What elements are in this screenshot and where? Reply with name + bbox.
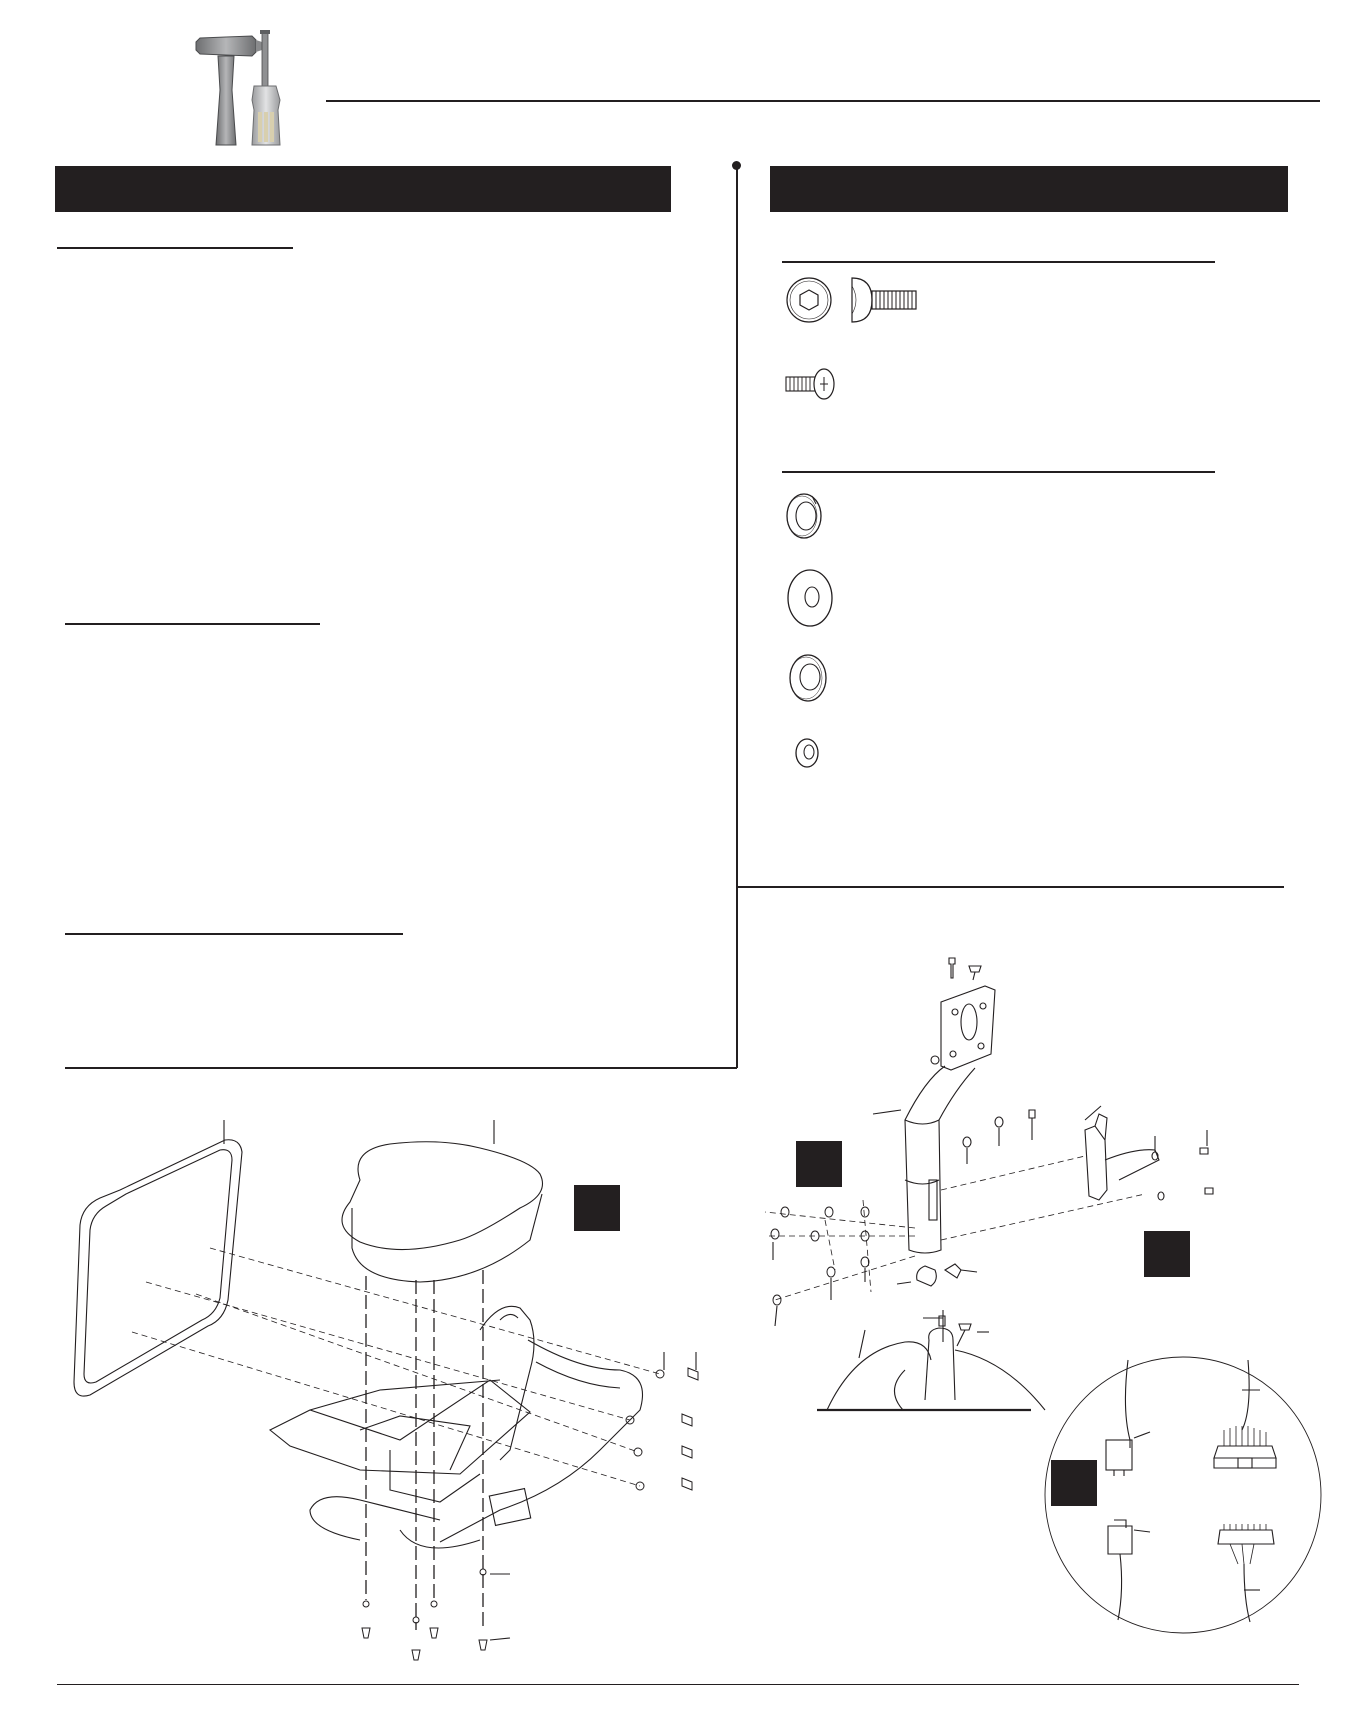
left-column-bottom-rule <box>65 1067 737 1069</box>
left-section-title-bar <box>55 166 671 212</box>
right-column-bottom-rule <box>738 886 1284 888</box>
seat-post-step-badge-a <box>796 1141 842 1187</box>
left-subsection-c-heading-rule <box>65 933 403 935</box>
flat-washer-icon <box>784 650 834 706</box>
right-section-title-bar <box>770 166 1288 212</box>
left-subsection-b-heading-rule <box>65 623 320 625</box>
small-washer-icon <box>790 734 826 774</box>
header-rule <box>326 100 1320 102</box>
split-lock-washer-icon <box>782 488 832 544</box>
hammer-screwdriver-icon <box>196 30 316 150</box>
large-flat-washer-icon <box>782 566 838 630</box>
left-subsection-a-heading-rule <box>57 247 293 249</box>
footer-rule <box>57 1684 1299 1685</box>
bolts-group-heading-rule <box>782 261 1215 263</box>
column-divider <box>736 166 738 1068</box>
hex-socket-button-head-bolt-icon <box>782 272 922 332</box>
phillips-pan-head-screw-icon <box>782 365 842 405</box>
seat-step-badge <box>574 1185 620 1231</box>
washers-group-heading-rule <box>782 471 1215 473</box>
column-divider-dot <box>732 161 741 170</box>
seat-backrest-assembly-diagram <box>60 1130 740 1690</box>
tools-logo <box>196 30 316 150</box>
seat-post-step-badge-b <box>1144 1231 1190 1277</box>
cable-step-badge <box>1051 1460 1097 1506</box>
